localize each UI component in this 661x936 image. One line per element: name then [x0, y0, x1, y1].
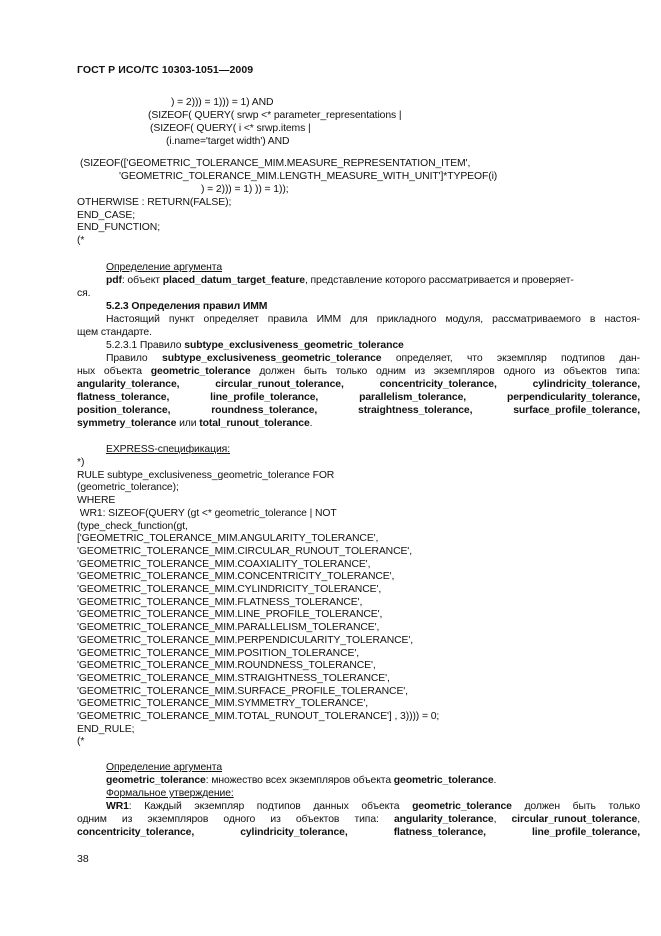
type-name: line_profile_tolerance — [210, 392, 316, 403]
express-line: 'GEOMETRIC_TOLERANCE_MIM.TOTAL_RUNOUT_TOLERANCE'] , 3)))) = 0; — [77, 711, 440, 722]
code-line: (SIZEOF( QUERY( i <* srwp.items | — [150, 123, 311, 134]
express-line: (type_check_function(gt, — [77, 520, 188, 532]
rule-name: subtype_exclusiveness_geometric_tolerance — [184, 340, 404, 351]
text: или — [176, 418, 200, 429]
sep: , — [469, 405, 473, 416]
code-line: (SIZEOF(['GEOMETRIC_TOLERANCE_MIM.MEASURE_REPRESENTATION_ITEM', — [80, 158, 471, 169]
subsection-title — [106, 340, 404, 353]
express-line: 'GEOMETRIC_TOLERANCE_MIM.CYLINDRICITY_TOLERANCE', — [77, 584, 382, 595]
type-name: position_tolerance — [77, 405, 168, 416]
sep: , — [191, 827, 195, 838]
sep: , — [340, 379, 344, 390]
entity-name: geometric_tolerance — [393, 775, 494, 786]
text: определяет, что экземпляр подтипов дан- — [381, 353, 640, 364]
type-name: cylindricity_tolerance — [532, 379, 638, 390]
formal-heading: Формальное утверждение: — [106, 788, 234, 799]
sep: , — [483, 827, 486, 838]
type-name: roundness_tolerance — [211, 405, 315, 416]
type-name: cylindricity_tolerance — [240, 827, 345, 838]
express-line: WHERE — [77, 495, 116, 507]
express-line: 'GEOMETRIC_TOLERANCE_MIM.CIRCULAR_RUNOUT_TOLERANCE', — [77, 545, 412, 557]
argument-heading: Определение аргумента — [106, 762, 222, 773]
express-heading: EXPRESS-спецификация: — [106, 444, 230, 455]
type-name: angularity_tolerance — [77, 379, 177, 390]
argument-text-cont: ся. — [77, 288, 91, 299]
code-line: END_FUNCTION; — [77, 222, 160, 233]
express-line: 'GEOMETRIC_TOLERANCE_MIM.PARALLELISM_TOLERANCE', — [77, 622, 380, 634]
text: ных объекта — [77, 366, 151, 377]
express-line: 'GEOMETRIC_TOLERANCE_MIM.STRAIGHTNESS_TOLERANCE', — [77, 672, 390, 684]
sep: , — [315, 392, 319, 403]
type-name: symmetry_tolerance — [77, 418, 177, 429]
text: 5.2.3.1 Правило — [106, 340, 185, 351]
sep: , — [637, 814, 640, 825]
text: : множество всех экземпляров объекта — [205, 775, 394, 786]
section-title: 5.2.3 Определения правил ИММ — [106, 301, 268, 312]
sep: , — [314, 405, 318, 416]
argument-text — [106, 275, 640, 288]
text: , представление которого рассматривается и проверяет- — [304, 275, 574, 286]
type-list — [77, 405, 640, 418]
sep: , — [493, 814, 497, 825]
express-line: *) — [77, 457, 85, 468]
express-line: 'GEOMETRIC_TOLERANCE_MIM.FLATNESS_TOLERANCE', — [77, 596, 363, 608]
argument-text — [106, 775, 496, 788]
sep: , — [637, 379, 641, 390]
type-name: angularity_tolerance — [393, 814, 494, 825]
code-line: (i.name='target width') AND — [166, 136, 290, 147]
type-name: line_profile_tolerance — [531, 827, 638, 838]
text: Правило — [106, 353, 163, 364]
type-name: parallelism_tolerance — [359, 392, 464, 403]
code-line: OTHERWISE : RETURN(FALSE); — [77, 197, 232, 208]
express-line: 'GEOMETRIC_TOLERANCE_MIM.COAXIALITY_TOLERANCE', — [77, 558, 371, 570]
sep: , — [637, 405, 640, 416]
type-name: flatness_tolerance — [393, 827, 484, 838]
paragraph — [77, 814, 640, 827]
type-name: concentricity_tolerance — [77, 827, 192, 838]
text: должен быть только — [511, 801, 640, 812]
type-name: circular_runout_tolerance — [511, 814, 638, 825]
entity-name: geometric_tolerance — [150, 366, 251, 377]
express-line: 'GEOMETRIC_TOLERANCE_MIM.PERPENDICULARITY_TOLERANCE', — [77, 634, 414, 646]
page-number: 38 — [77, 853, 89, 865]
express-line: 'GEOMETRIC_TOLERANCE_MIM.SURFACE_PROFILE_TOLERANCE', — [77, 685, 408, 697]
type-name: circular_runout_tolerance — [215, 379, 341, 390]
express-line: WR1: SIZEOF(QUERY (gt <* geometric_tolerance | NOT — [77, 507, 337, 519]
code-line: ) = 2))) = 1) )) = 1)); — [201, 184, 289, 195]
type-name: straightness_tolerance — [358, 405, 470, 416]
entity-name: placed_datum_target_feature — [162, 275, 305, 286]
express-line: 'GEOMETRIC_TOLERANCE_MIM.CONCENTRICITY_TOLERANCE', — [77, 571, 395, 583]
sep: , — [463, 392, 467, 403]
type-name: perpendicularity_tolerance — [507, 392, 638, 403]
argument-heading: Определение аргумента — [106, 262, 222, 273]
type-list — [77, 827, 640, 840]
entity-name: geometric_tolerance — [412, 801, 512, 812]
sep: , — [176, 379, 180, 390]
express-line: 'GEOMETRIC_TOLERANCE_MIM.LINE_PROFILE_TOLERANCE', — [77, 609, 383, 621]
type-name: surface_profile_tolerance — [513, 405, 638, 416]
type-name: concentricity_tolerance — [379, 379, 494, 390]
term: geometric_tolerance — [106, 775, 206, 786]
express-line: RULE subtype_exclusiveness_geometric_tolerance FOR — [77, 469, 335, 481]
sep: , — [637, 827, 640, 838]
type-name: flatness_tolerance — [77, 392, 167, 403]
express-line: (* — [77, 736, 85, 748]
sep: , — [637, 392, 641, 403]
page-header: ГОСТ Р ИСО/ТС 10303-1051—2009 — [77, 64, 254, 76]
express-line: 'GEOMETRIC_TOLERANCE_MIM.ROUNDNESS_TOLERANCE', — [77, 660, 376, 672]
text: одним из экземпляров одного из объектов типа: — [77, 814, 394, 825]
code-line: END_CASE; — [77, 210, 135, 221]
term: pdf — [106, 275, 122, 286]
sep: , — [167, 405, 171, 416]
text: . — [493, 775, 497, 786]
express-line: END_RULE; — [77, 723, 135, 735]
sep: . — [309, 418, 313, 429]
text: : Каждый экземпляр подтипов данных объекта — [128, 801, 413, 812]
paragraph — [77, 366, 640, 379]
express-line: 'GEOMETRIC_TOLERANCE_MIM.SYMMETRY_TOLERANCE', — [77, 698, 369, 710]
express-line: 'GEOMETRIC_TOLERANCE_MIM.POSITION_TOLERANCE', — [77, 647, 359, 659]
paragraph — [106, 353, 640, 366]
code-line: ) = 2))) = 1))) = 1) AND — [171, 97, 274, 108]
sep: , — [344, 827, 348, 838]
type-list — [77, 418, 312, 431]
rule-label: WR1 — [106, 801, 129, 812]
code-line: 'GEOMETRIC_TOLERANCE_MIM.LENGTH_MEASURE_WITH_UNIT']*TYPEOF(i) — [119, 171, 498, 182]
code-line: (SIZEOF( QUERY( srwp <* parameter_representations | — [148, 110, 402, 121]
sep: , — [166, 392, 170, 403]
paragraph: щем стандарте. — [77, 327, 152, 338]
express-line: ['GEOMETRIC_TOLERANCE_MIM.ANGULARITY_TOLERANCE', — [77, 533, 379, 545]
paragraph — [106, 801, 640, 814]
rule-name: subtype_exclusiveness_geometric_tolerance — [162, 353, 382, 364]
text: должен быть только одним из экземпляров одного из объектов типа: — [250, 366, 640, 377]
code-line: (* — [77, 235, 85, 246]
express-line: (geometric_tolerance); — [77, 482, 179, 494]
type-list — [77, 392, 640, 405]
paragraph: Настоящий пункт определяет правила ИММ для прикладного модуля, рассматриваемого в настоя- — [106, 314, 640, 325]
type-name: total_runout_tolerance — [199, 418, 310, 429]
text: : объект — [121, 275, 163, 286]
type-list — [77, 379, 640, 392]
sep: , — [493, 379, 497, 390]
